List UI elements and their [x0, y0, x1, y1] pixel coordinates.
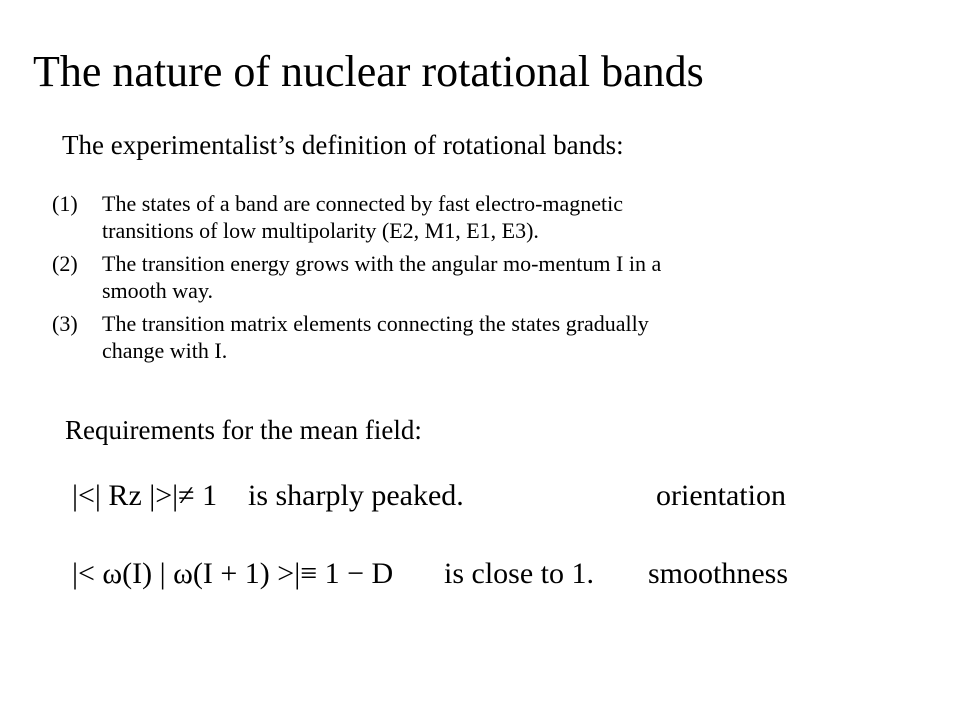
- orientation-label: orientation: [656, 479, 786, 512]
- criterion-text: The states of a band are connected by fast electro-magnetic transitions of low multipolarity (E2, M1, E1, E3).: [102, 191, 624, 243]
- criterion-number: (3): [52, 311, 78, 336]
- criterion-item: [52, 190, 682, 244]
- requirements-heading: Requirements for the mean field:: [65, 415, 422, 445]
- orientation-formula: |<| Rz |>|≠ 1: [72, 479, 218, 512]
- criterion-item: [52, 250, 682, 304]
- criterion-item: [52, 310, 682, 364]
- smoothness-formula: |< ω(I) | ω(I + 1) >|≡ 1 − D: [72, 557, 394, 590]
- slide-subtitle: The experimentalist’s definition of rotational bands:: [62, 130, 624, 160]
- criterion-number: (1): [52, 191, 78, 216]
- orientation-description: is sharply peaked.: [248, 479, 464, 512]
- smoothness-description: is close to 1.: [444, 557, 594, 590]
- slide-title: The nature of nuclear rotational bands: [33, 47, 704, 96]
- criterion-text: The transition energy grows with the angular mo-mentum I in a smooth way.: [102, 251, 662, 303]
- smoothness-label: smoothness: [648, 557, 789, 590]
- criterion-text: The transition matrix elements connecting the states gradually change with I.: [102, 311, 649, 363]
- criterion-number: (2): [52, 251, 78, 276]
- criteria-list: [52, 190, 682, 370]
